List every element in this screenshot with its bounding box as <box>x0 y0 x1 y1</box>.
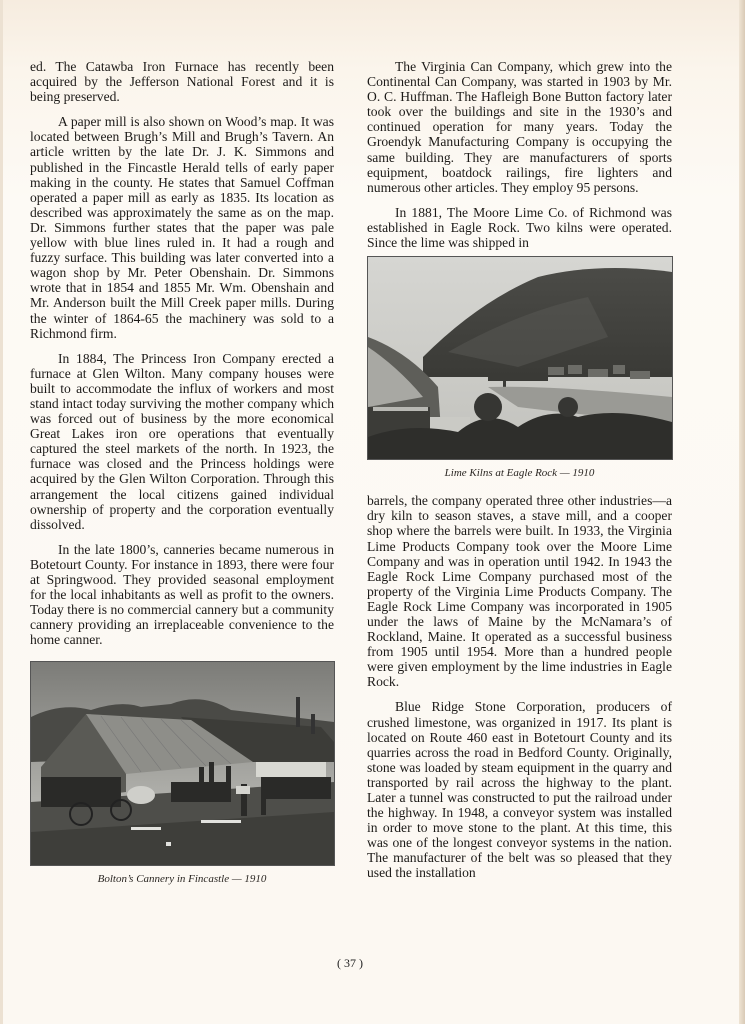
figure-lime-kilns <box>367 256 672 481</box>
left-column <box>30 59 334 888</box>
paragraph: In 1884, The Princess Iron Company erected a furnace at Glen Wilton. Many company houses were built to accommodate the influx of workers and most stand intact today surviving the mother company which was forced out of business by the more economical Great Lakes iron ore operations that eventually captured the steel markets of the north. In 1923, the furnace was closed and the Princess holdings were acquired by the Glen Wilton Corporation. Through this arrangement the local citizens gained individual ownership of property and the corporation eventually dissolved. <box>30 350 334 532</box>
cannery-caption: Bolton’s Cannery in Fincastle — 1910 <box>97 873 267 886</box>
figure-cannery <box>30 661 334 887</box>
cannery-photo <box>30 661 335 866</box>
page-right-edge <box>739 0 745 1024</box>
paragraph: Blue Ridge Stone Corporation, producers of crushed limestone, was organized in 1917. Its plant is located on Route 460 east in Botetourt County and its quarries across the road in Bedford County. Originally, stone was loaded by steam equipment in the quarry and transported by rail across the highway to the plant. Later a tunnel was constructed to put the railroad under the highway. In 1948, a conveyor system was installed in order to move stone to the plant. At this time, this was one of the longest conveyor systems in the nation. The manufacturer of the belt was so pleased that they used the installation <box>367 699 672 881</box>
lime-kilns-caption: Lime Kilns at Eagle Rock — 1910 <box>444 467 595 480</box>
paragraph: barrels, the company operated three other industries—a dry kiln to season staves, a stave mill, and a cooper shop where the barrels were built. In 1933, the Virginia Lime Products Company took over the Moore Lime Company and was in operation until 1942. In 1943 the Eagle Rock Lime Company purchased most of the property of the Virginia Lime Products Company. The Eagle Rock Lime Company was incorporated in 1905 under the laws of Maine by the McNamara’s of Rockland, Maine. It operated as a successful business from 1905 until 1954. More than a hundred people were given employment by the lime industries in Eagle Rock. <box>367 493 672 690</box>
paragraph: The Virginia Can Company, which grew into the Continental Can Company, was started in 1903 by Mr. O. C. Huffman. The Hafleigh Bone Button factory later took over the buildings and site in the 1930’s and continued operation for many years. Today the Groendyk Manufacturing Company is occupying the same building. They are manufacturers of sports equipment, boatdock railings, fire lighters and numerous other articles. They employ 95 persons. <box>367 59 672 195</box>
lime-kilns-photo-image <box>368 257 672 459</box>
paragraph: A paper mill is also shown on Wood’s map. It was located between Brugh’s Mill and Brugh’s Tavern. An article written by the late Dr. J. K. Simmons and published in the Fincastle Herald tells of early paper making in the county. He states that Samuel Coffman operated a paper mill as early as 1835. Its location as described was approximately the same as on the map. Dr. Simmons further states that the paper was pale yellow with blue lines ruled in. It had a rough and fuzzy surface. This building was later converted into a wagon shop by Mr. Peter Obenshain. Dr. Simmons wrote that in 1854 and 1855 Mr. Wm. Obenshain and Mr. Anderson built the Mill Creek paper mills. During the winter of 1864-65 the machinery was sold to a Richmond firm. <box>30 114 334 341</box>
paragraph: In 1881, The Moore Lime Co. of Richmond was established in Eagle Rock. Two kilns were operated. Since the lime was shipped in <box>367 204 672 251</box>
paragraph: In the late 1800’s, canneries became numerous in Botetourt County. For instance in 1893, there were four at Springwood. They provided seasonal employment for the local inhabitants as well as profit to the owners. Today there is no commercial cannery but a community cannery providing an irreplaceable convenience to the home canner. <box>30 541 334 648</box>
right-column <box>367 59 672 891</box>
page-number: ( 37 ) <box>337 956 363 970</box>
paragraph: ed. The Catawba Iron Furnace has recently been acquired by the Jefferson National Forest and it is being preserved. <box>30 59 334 105</box>
lime-kilns-photo <box>367 256 673 460</box>
page-left-edge <box>0 0 3 1024</box>
cannery-photo-image <box>31 662 334 865</box>
